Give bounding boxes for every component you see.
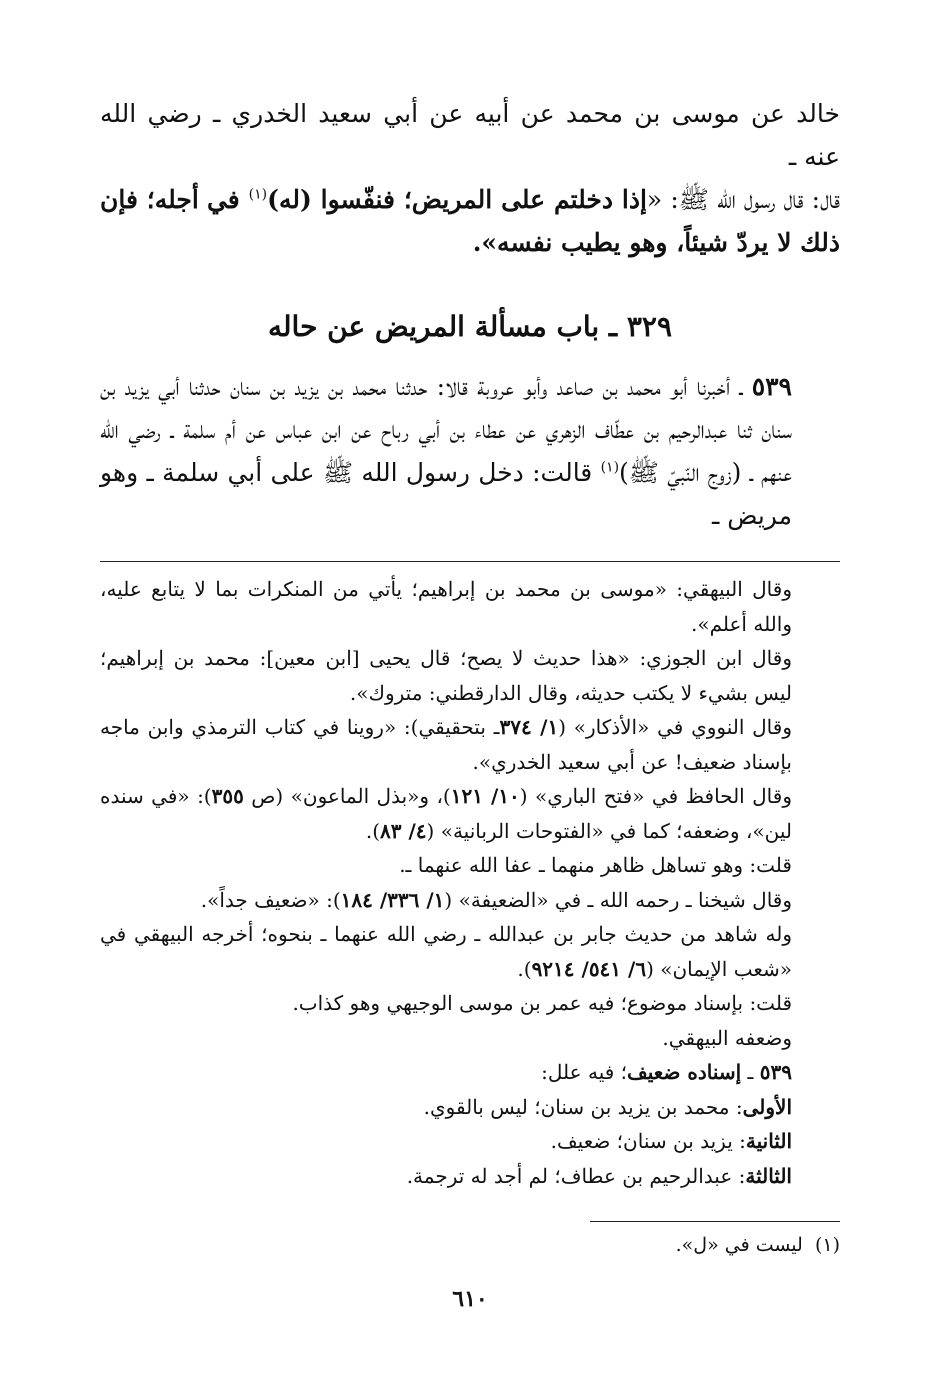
note-paragraph — [100, 917, 840, 986]
text-span: ): «ضعيف جداً». — [200, 887, 341, 912]
reference-number: ٤/ ٨٣ — [380, 818, 427, 843]
hadith-quote: إذا دخلتم على المريض؛ فنفّسوا (له) — [267, 185, 647, 214]
text-span: : محمد بن يزيد بن سنان؛ ليس بالقوي. — [423, 1094, 743, 1119]
note-paragraph: وضعفه البيهقي. — [662, 1025, 792, 1050]
footnote-marker: (١) — [248, 186, 268, 203]
text-span: قال: قال رسول الله ﷺ: « — [646, 185, 840, 214]
hadith-quote: في — [206, 185, 249, 214]
reference-number: ١/ ٣٧٤ — [499, 715, 559, 739]
hadith-paragraph — [100, 365, 840, 537]
footnote-text: ليست في «ل». — [675, 1234, 803, 1256]
text-span: وقال شيخنا ـ رحمه الله ـ في «الضعيفة» ( — [444, 887, 792, 912]
text-span: ؛ فيه علل: — [541, 1060, 628, 1084]
note-paragraph — [100, 1055, 840, 1090]
grading: إسناده ضعيف — [627, 1060, 742, 1084]
footnote-separator — [590, 1221, 840, 1222]
defect-label: الثانية — [745, 1129, 792, 1153]
text-line — [100, 178, 840, 264]
reference-number: ١/ ٣٣٦/ ١٨٤ — [340, 887, 445, 912]
note-paragraph — [100, 1159, 840, 1194]
page-number: ٦١٠ — [452, 1286, 488, 1312]
hadith-number: ٥٣٩ — [759, 1060, 792, 1084]
reference-number: ٦/ ٥٤١/ ٩٢١٤ — [531, 956, 647, 981]
text-span: ). — [517, 956, 532, 981]
note-paragraph — [100, 710, 840, 779]
text-span: ). — [365, 818, 381, 843]
hadith-text — [100, 365, 840, 537]
text-line — [100, 92, 840, 178]
note-paragraph — [100, 779, 840, 848]
text-span: وقال الحافظ في «فتح الباري» ( — [519, 784, 792, 808]
text-span: وقال النووي في «الأذكار» ( — [558, 715, 792, 739]
page — [100, 92, 840, 1312]
footnote — [100, 1230, 840, 1260]
text-span: ـ — [741, 1060, 760, 1084]
note-paragraph: وقال البيهقي: «موسى بن محمد بن إبراهيم؛ يأتي من المنكرات بما لا يتابع عليه، والله أعلم». — [100, 577, 792, 636]
note-paragraph: قلت: بإسناد موضوع؛ فيه عمر بن موسى الوجيهي وهو كذاب. — [292, 991, 792, 1015]
chapter-heading: ٣٢٩ ـ باب مسألة المريض عن حاله — [268, 310, 672, 343]
defect-label: الأولى — [742, 1094, 792, 1119]
footnote-marker: (١) — [814, 1234, 840, 1256]
text-span: وله شاهد من حديث جابر بن عبدالله ـ رضي الله عنهما ـ بنحوه؛ أخرجه البيهقي في «شعب الإيمان» ( — [100, 922, 792, 981]
text-span: : عبدالرحيم بن عطاف؛ لم أجد له ترجمة. — [406, 1163, 746, 1188]
reference-number: ١٠/ ١٢١ — [450, 784, 520, 808]
text-span: ـ بتحقيقي): «روينا في كتاب الترمذي وابن ماجه بإسناد ضعيف! عن أبي سعيد الخدري». — [100, 715, 792, 774]
main-text — [100, 92, 840, 264]
note-paragraph — [100, 883, 840, 918]
text-span: : يزيد بن سنان؛ ضعيف. — [550, 1129, 746, 1153]
separator-line — [100, 561, 840, 562]
note-paragraph — [100, 1090, 840, 1125]
note-paragraph — [100, 1124, 840, 1159]
text-span: ): «في سنده لين»، وضعفه؛ كما في «الفتوحات الربانية» ( — [100, 784, 792, 843]
defect-label: الثالثة — [745, 1163, 792, 1188]
hadith-number: ٥٣٩ — [751, 372, 792, 401]
commentary — [100, 572, 840, 1193]
text-span: )، و«بذل الماعون» (ص — [243, 784, 451, 808]
reference-number: ٣٥٥ — [211, 784, 244, 808]
footnote-marker: (١) — [600, 459, 620, 476]
text-span: قالت: دخل رسول الله ﷺ على أبي سلمة ـ وهو مريض ـ — [100, 458, 792, 530]
note-paragraph: وقال ابن الجوزي: «هذا حديث لا يصح؛ قال يحيى [ابن معين]: محمد بن إبراهيم؛ ليس بشيء لا يكتب حديثه، وقال الدارقطني: متروك». — [100, 646, 792, 705]
text-span: ». — [472, 228, 498, 257]
note-paragraph: قلت: وهو تساهل ظاهر منهما ـ عفا الله عنهما ـ. — [399, 853, 792, 877]
hadith-quote: أجله؛ فإن ذلك لا يردّ شيئاً، وهو يطيب نفسه — [100, 185, 840, 257]
text-span: خالد عن موسى بن محمد عن أبيه عن أبي سعيد الخدري ـ رضي الله عنه ـ — [100, 99, 840, 171]
text-span: ـ أخبرنا أبو محمد بن صاعد وأبو عروبة قالا: حدثنا محمد بن يزيد بن سنان حدثنا أبي يزيد بن سنان ثنا عبدالرحيم بن عطّاف الزهري عن عطاء بن أبي رباح عن ابن عباس عن أم سلمة ـ رضي الله عنهم ـ (زوج النّبيّ ﷺ) — [100, 372, 792, 487]
